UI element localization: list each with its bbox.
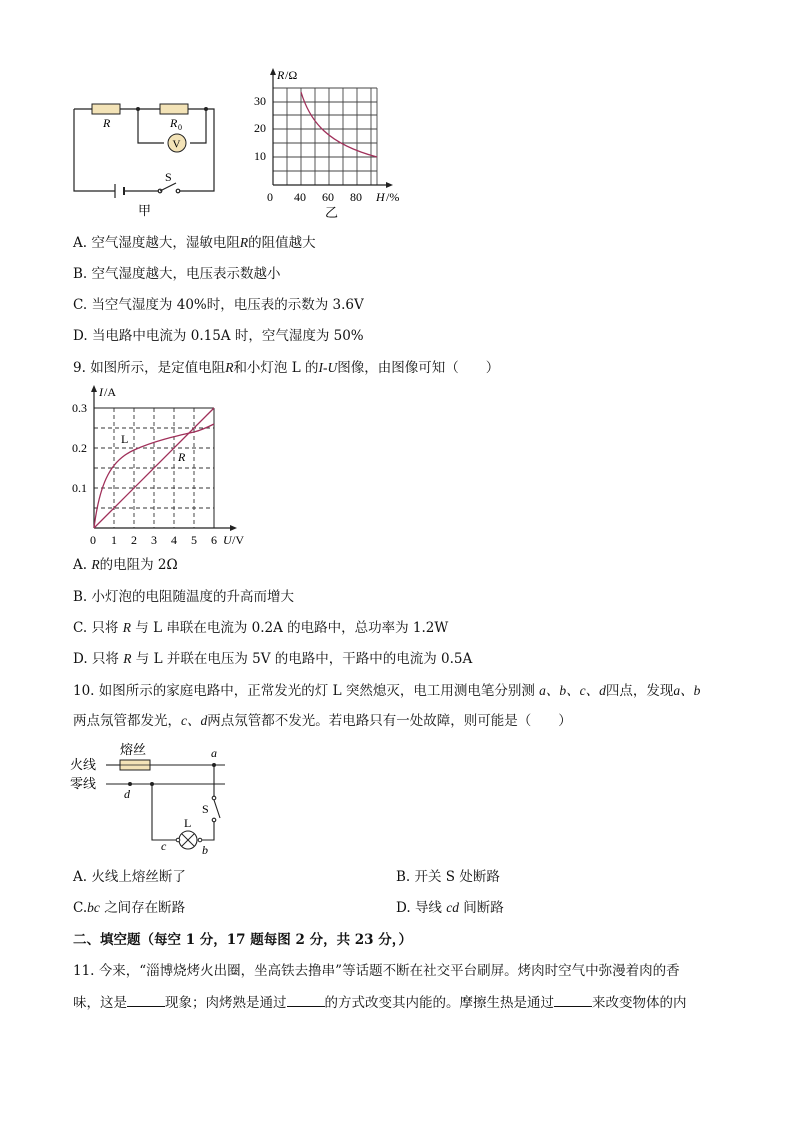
q10-option-b: B. 开关 S 处断路 bbox=[396, 869, 500, 885]
label-d: d bbox=[124, 787, 130, 801]
voltmeter-label: V bbox=[172, 138, 181, 151]
ytick-30: 30 bbox=[254, 94, 266, 108]
label-l: L bbox=[184, 816, 192, 830]
ylabel-var: I bbox=[99, 385, 103, 399]
q9-option-a: A. R的电阻为 2Ω bbox=[73, 557, 178, 573]
ylabel-unit: /A bbox=[104, 385, 116, 399]
ytick-20: 20 bbox=[254, 121, 266, 135]
xtick-60: 60 bbox=[322, 190, 334, 204]
answer-blank-3[interactable] bbox=[554, 994, 592, 1007]
household-circuit-diagram bbox=[70, 740, 240, 860]
q11-line1: 11. 今来，“淄博烧烤火出圈，坐高铁去撸串”等话题不断在社交平台刷屏。烤肉时空气中弥漫着肉的香 bbox=[73, 963, 680, 979]
q8-option-d: D. 当电路中电流为 0.15A 时，空气湿度为 50% bbox=[73, 328, 364, 344]
ytick-0.1: 0.1 bbox=[72, 481, 87, 495]
xlabel-var: H bbox=[376, 190, 385, 204]
q9-option-d: D. 只将 R 与 L 并联在电压为 5V 的电路中，干路中的电流为 0.5A bbox=[73, 651, 473, 667]
label-r: R bbox=[103, 116, 111, 130]
q9-option-b: B. 小灯泡的电阻随温度的升高而增大 bbox=[73, 589, 295, 605]
label-r: R bbox=[178, 450, 186, 464]
xtick-3: 3 bbox=[151, 533, 157, 547]
switch-s-icon bbox=[212, 796, 220, 822]
xtick-6: 6 bbox=[211, 533, 217, 547]
xtick-5: 5 bbox=[191, 533, 197, 547]
q10-option-a: A. 火线上熔丝断了 bbox=[73, 869, 186, 885]
label-neutral-wire: 零线 bbox=[70, 776, 97, 791]
caption-jia: 甲 bbox=[138, 203, 152, 218]
xtick-2: 2 bbox=[131, 533, 137, 547]
ylabel-var: R bbox=[277, 68, 285, 82]
xtick-80: 80 bbox=[350, 190, 362, 204]
resistor-r bbox=[92, 104, 120, 114]
resistor-r0 bbox=[160, 104, 188, 114]
ylabel-unit: /Ω bbox=[285, 68, 298, 82]
q11-line2: 味，这是 现象；肉烤熟是通过 的方式改变其内能的。摩擦生热是通过 来改变物体的内 bbox=[73, 995, 687, 1011]
q9-option-c: C. 只将 R 与 L 串联在电流为 0.2A 的电路中，总功率为 1.2W bbox=[73, 620, 449, 636]
caption-yi: 乙 bbox=[325, 205, 339, 220]
label-c: c bbox=[161, 839, 167, 853]
label-r0-sub: 0 bbox=[178, 123, 182, 132]
q8-option-c: C. 当空气湿度为 40%时，电压表的示数为 3.6V bbox=[73, 297, 364, 313]
label-r0: R bbox=[170, 116, 178, 130]
label-b: b bbox=[202, 843, 208, 857]
q10-stem-line2: 两点氖管都发光，c、d两点氖管都不发光。若电路只有一处故障，则可能是（ ） bbox=[73, 713, 572, 729]
label-a: a bbox=[211, 746, 217, 760]
chart-r-vs-h bbox=[250, 62, 420, 222]
label-s: S bbox=[165, 170, 172, 184]
circuit-diagram-jia bbox=[60, 95, 230, 225]
answer-blank-1[interactable] bbox=[127, 994, 165, 1007]
xtick-4: 4 bbox=[171, 533, 177, 547]
q10-stem-line1: 10. 如图所示的家庭电路中，正常发光的灯 L 突然熄灭，电工用测电笔分别测 a、b、c、d四点，发现a、b bbox=[73, 683, 701, 699]
ytick-0.2: 0.2 bbox=[72, 441, 87, 455]
answer-blank-2[interactable] bbox=[287, 994, 325, 1007]
label-s: S bbox=[202, 802, 209, 816]
xtick-1: 1 bbox=[111, 533, 117, 547]
label-live-wire: 火线 bbox=[70, 757, 97, 772]
xtick-0: 0 bbox=[267, 190, 273, 204]
ytick-0.3: 0.3 bbox=[72, 401, 87, 415]
battery-icon bbox=[115, 184, 124, 198]
switch-s-icon bbox=[158, 183, 180, 193]
xlabel-unit: /V bbox=[232, 533, 244, 547]
q8-option-a: A. 空气湿度越大，湿敏电阻R的阻值越大 bbox=[73, 235, 316, 251]
xtick-40: 40 bbox=[294, 190, 306, 204]
lamp-l-icon bbox=[179, 831, 197, 849]
q10-option-d: D. 导线 cd 间断路 bbox=[396, 900, 504, 916]
chart-i-vs-u bbox=[66, 380, 266, 550]
ytick-10: 10 bbox=[254, 149, 266, 163]
section-title-fill-in: 二、填空题（每空 1 分，17 题每图 2 分，共 23 分，） bbox=[73, 932, 413, 948]
q8-option-b: B. 空气湿度越大，电压表示数越小 bbox=[73, 266, 281, 282]
q10-option-c: C.bc 之间存在断路 bbox=[73, 900, 186, 916]
q9-stem: 9. 如图所示，是定值电阻R和小灯泡 L 的I-U图像，由图像可知（ ） bbox=[73, 360, 500, 376]
xlabel-var: U bbox=[223, 533, 232, 547]
label-l: L bbox=[121, 432, 129, 446]
label-fuse: 熔丝 bbox=[120, 742, 147, 757]
xtick-0: 0 bbox=[90, 533, 96, 547]
xlabel-unit: /% bbox=[386, 190, 400, 204]
